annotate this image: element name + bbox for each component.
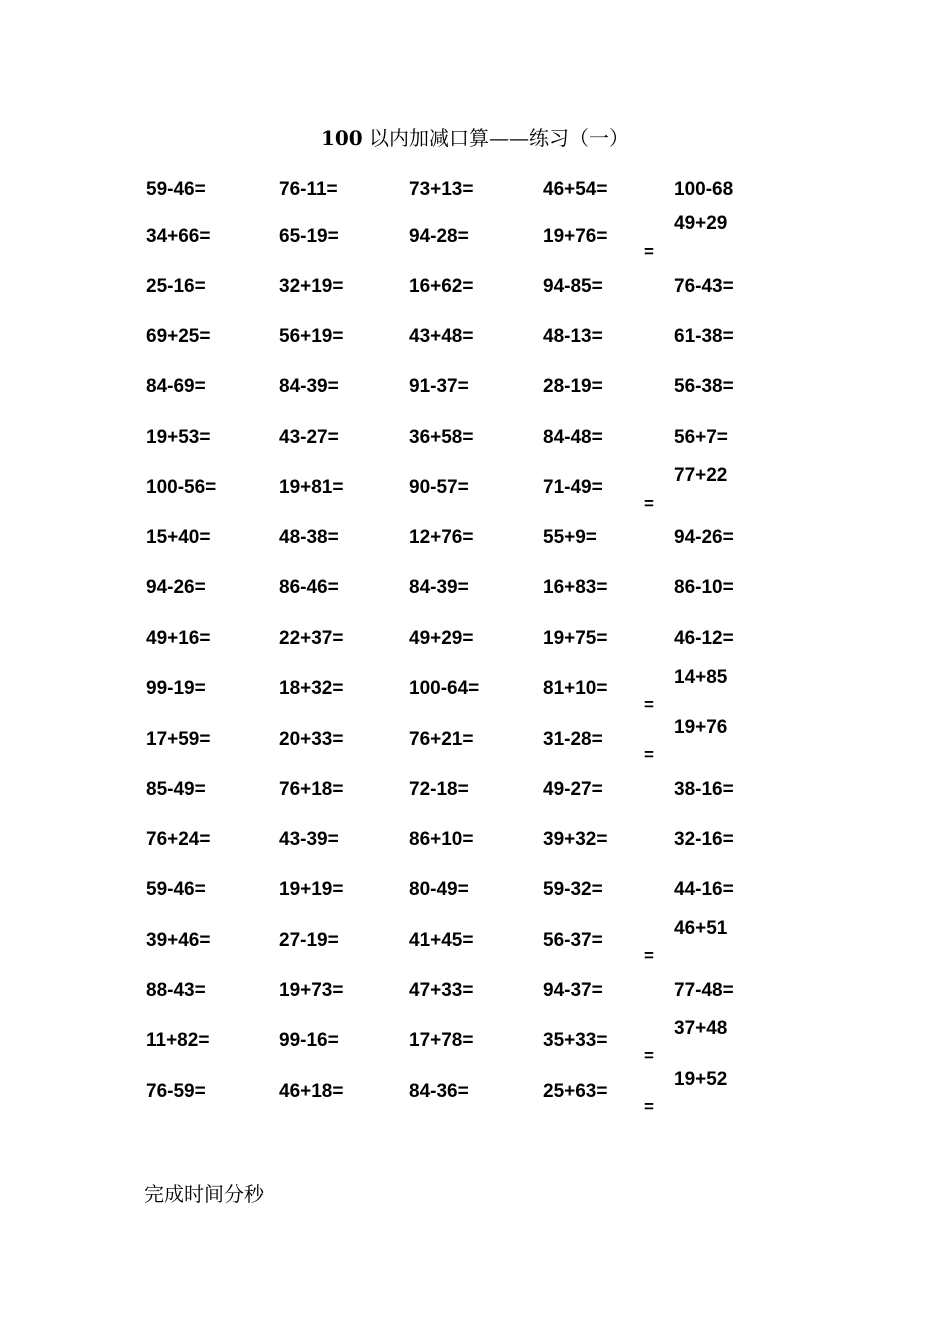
title-number: 100 — [320, 126, 363, 150]
problem-r11-c5: 14+85 — [674, 667, 728, 688]
problem-r10-c4: 19+75= — [543, 628, 608, 649]
problem-r13-c5: 38-16= — [674, 779, 734, 800]
wrapped-equals-r2: = — [644, 242, 654, 261]
problem-r12-c4: 31-28= — [543, 729, 603, 750]
problem-r11-c2: 18+32= — [279, 678, 344, 699]
problem-r17-c1: 88-43= — [146, 980, 206, 1001]
title-text: 以内加减口算——练习（一） — [369, 126, 630, 150]
problem-r14-c1: 76+24= — [146, 829, 211, 850]
problem-r2-c1: 34+66= — [146, 226, 211, 247]
problem-r10-c2: 22+37= — [279, 628, 344, 649]
problem-r15-c4: 59-32= — [543, 879, 603, 900]
problem-r12-c1: 17+59= — [146, 729, 211, 750]
problem-r1-c1: 59-46= — [146, 179, 206, 200]
problem-r3-c1: 25-16= — [146, 276, 206, 297]
problem-r14-c2: 43-39= — [279, 829, 339, 850]
problem-r4-c5: 61-38= — [674, 326, 734, 347]
problem-r5-c1: 84-69= — [146, 376, 206, 397]
problem-r3-c5: 76-43= — [674, 276, 734, 297]
problem-r19-c1: 76-59= — [146, 1081, 206, 1102]
problem-r4-c2: 56+19= — [279, 326, 344, 347]
problem-r6-c1: 19+53= — [146, 427, 211, 448]
problem-r7-c3: 90-57= — [409, 477, 469, 498]
wrapped-equals-r11: = — [644, 695, 654, 714]
problem-r8-c5: 94-26= — [674, 527, 734, 548]
problem-r8-c2: 48-38= — [279, 527, 339, 548]
problem-r8-c4: 55+9= — [543, 527, 597, 548]
problem-r16-c4: 56-37= — [543, 930, 603, 951]
problem-r4-c4: 48-13= — [543, 326, 603, 347]
wrapped-equals-r7: = — [644, 494, 654, 513]
problem-r16-c3: 41+45= — [409, 930, 474, 951]
page-title — [0, 124, 950, 152]
completion-time-label: 完成时间分秒 — [144, 1182, 264, 1206]
problem-r16-c1: 39+46= — [146, 930, 211, 951]
problem-r6-c4: 84-48= — [543, 427, 603, 448]
problem-r16-c2: 27-19= — [279, 930, 339, 951]
problem-r18-c1: 11+82= — [146, 1030, 210, 1051]
problem-r15-c2: 19+19= — [279, 879, 344, 900]
problem-r5-c4: 28-19= — [543, 376, 603, 397]
problem-r2-c5: 49+29 — [674, 213, 728, 234]
problem-r1-c5: 100-68 — [674, 179, 734, 200]
problem-r18-c4: 35+33= — [543, 1030, 608, 1051]
problem-r19-c4: 25+63= — [543, 1081, 608, 1102]
problem-r6-c2: 43-27= — [279, 427, 339, 448]
problem-r1-c2: 76-11= — [279, 179, 338, 200]
problem-r13-c2: 76+18= — [279, 779, 344, 800]
problem-r10-c3: 49+29= — [409, 628, 474, 649]
problem-r1-c4: 46+54= — [543, 179, 608, 200]
problem-r1-c3: 73+13= — [409, 179, 474, 200]
problem-r5-c3: 91-37= — [409, 376, 469, 397]
problem-r10-c1: 49+16= — [146, 628, 211, 649]
problem-r12-c3: 76+21= — [409, 729, 474, 750]
problem-r19-c2: 46+18= — [279, 1081, 344, 1102]
problem-r6-c3: 36+58= — [409, 427, 474, 448]
problem-r18-c5: 37+48 — [674, 1018, 728, 1039]
problem-r16-c5: 46+51 — [674, 918, 728, 939]
problem-r11-c3: 100-64= — [409, 678, 480, 699]
problem-r7-c4: 71-49= — [543, 477, 603, 498]
wrapped-equals-r19: = — [644, 1097, 654, 1116]
wrapped-equals-r16: = — [644, 946, 654, 965]
problem-r7-c2: 19+81= — [279, 477, 344, 498]
problem-r19-c5: 19+52 — [674, 1069, 728, 1090]
problem-r4-c1: 69+25= — [146, 326, 211, 347]
problem-r9-c1: 94-26= — [146, 577, 206, 598]
problem-r8-c3: 12+76= — [409, 527, 474, 548]
problem-r7-c1: 100-56= — [146, 477, 217, 498]
problem-r14-c5: 32-16= — [674, 829, 734, 850]
problem-r17-c3: 47+33= — [409, 980, 474, 1001]
problem-r14-c4: 39+32= — [543, 829, 608, 850]
problem-r2-c3: 94-28= — [409, 226, 469, 247]
wrapped-equals-r12: = — [644, 745, 654, 764]
problem-r17-c2: 19+73= — [279, 980, 344, 1001]
problem-r5-c2: 84-39= — [279, 376, 339, 397]
problem-r9-c3: 84-39= — [409, 577, 469, 598]
problem-r13-c4: 49-27= — [543, 779, 603, 800]
problem-r17-c5: 77-48= — [674, 980, 734, 1001]
problem-r13-c3: 72-18= — [409, 779, 469, 800]
problem-r2-c4: 19+76= — [543, 226, 608, 247]
problem-r11-c4: 81+10= — [543, 678, 608, 699]
problem-r10-c5: 46-12= — [674, 628, 734, 649]
problem-r19-c3: 84-36= — [409, 1081, 469, 1102]
problem-r11-c1: 99-19= — [146, 678, 206, 699]
problem-r5-c5: 56-38= — [674, 376, 734, 397]
problem-r8-c1: 15+40= — [146, 527, 211, 548]
problem-r3-c2: 32+19= — [279, 276, 344, 297]
problem-r15-c1: 59-46= — [146, 879, 206, 900]
problem-r12-c2: 20+33= — [279, 729, 344, 750]
problem-r15-c5: 44-16= — [674, 879, 734, 900]
problem-r3-c3: 16+62= — [409, 276, 474, 297]
problem-r9-c2: 86-46= — [279, 577, 339, 598]
problem-r15-c3: 80-49= — [409, 879, 469, 900]
wrapped-equals-r18: = — [644, 1046, 654, 1065]
problem-r2-c2: 65-19= — [279, 226, 339, 247]
problem-r6-c5: 56+7= — [674, 427, 728, 448]
problem-r7-c5: 77+22 — [674, 465, 728, 486]
problem-r3-c4: 94-85= — [543, 276, 603, 297]
problem-r12-c5: 19+76 — [674, 717, 728, 738]
problem-r4-c3: 43+48= — [409, 326, 474, 347]
problem-r18-c3: 17+78= — [409, 1030, 474, 1051]
problem-r9-c5: 86-10= — [674, 577, 734, 598]
problem-r18-c2: 99-16= — [279, 1030, 339, 1051]
problem-r17-c4: 94-37= — [543, 980, 603, 1001]
problem-r14-c3: 86+10= — [409, 829, 474, 850]
problem-r9-c4: 16+83= — [543, 577, 608, 598]
problem-r13-c1: 85-49= — [146, 779, 206, 800]
